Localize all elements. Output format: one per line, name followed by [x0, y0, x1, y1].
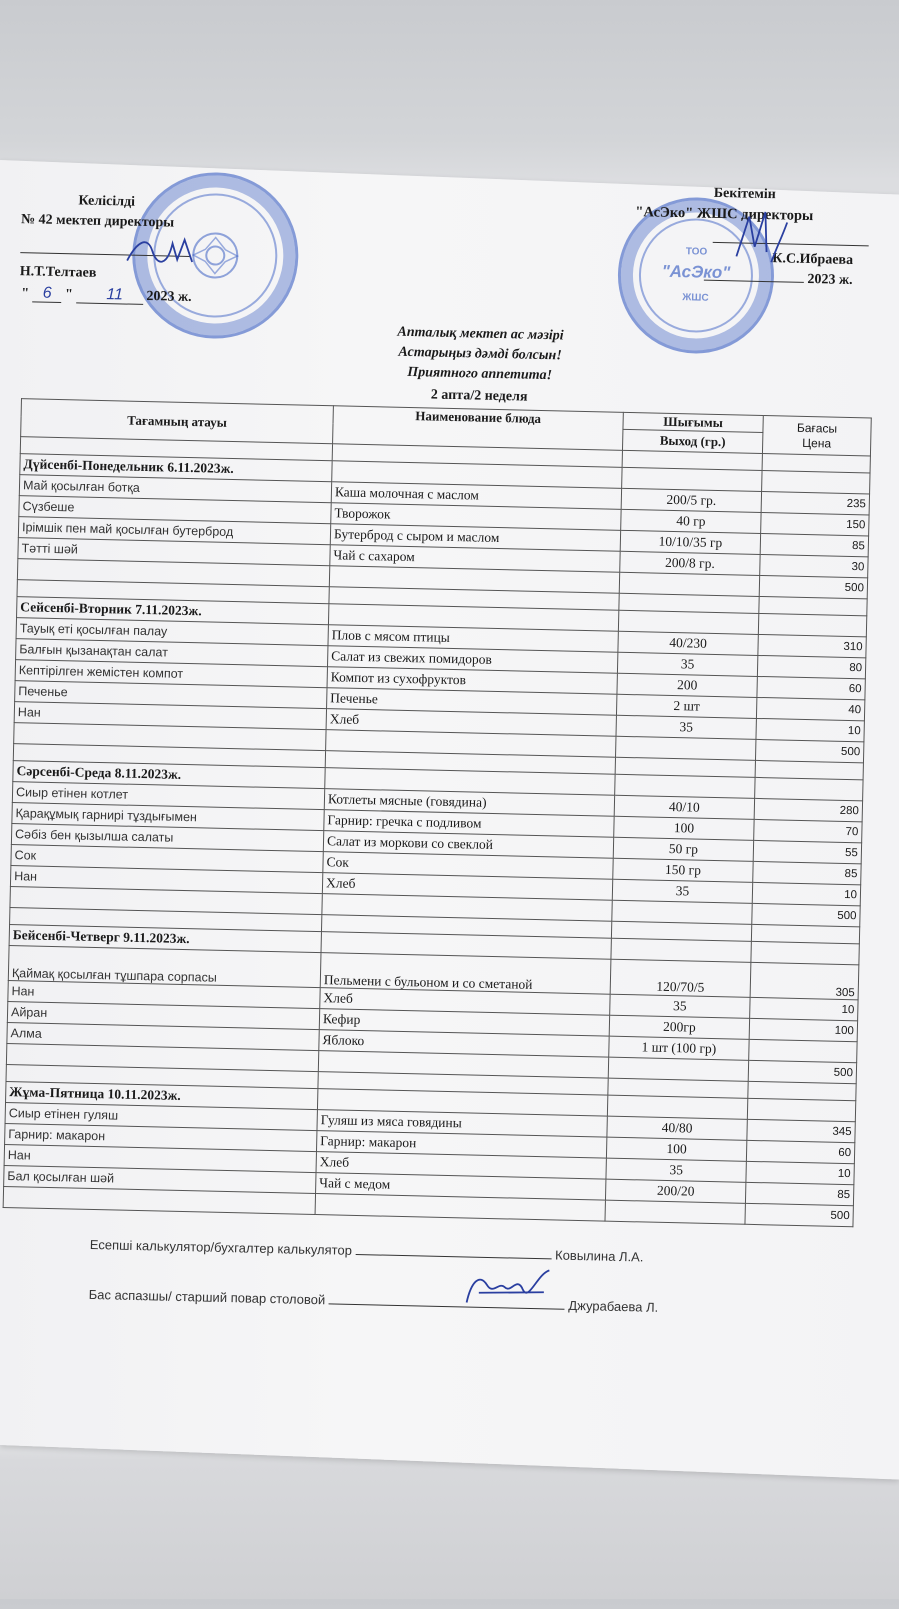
dish-output: 10/10/35 гр	[620, 530, 760, 554]
dish-price: 60	[746, 1140, 854, 1163]
dish-price: 40	[756, 697, 864, 720]
dish-name-ru: Хлеб	[316, 1152, 606, 1180]
dish-output: 35	[606, 1158, 746, 1182]
dish-output: 200/20	[605, 1179, 745, 1203]
right-date-year: 2023 ж.	[807, 271, 853, 288]
dish-price	[749, 1039, 857, 1062]
day-total-price: 500	[759, 575, 867, 598]
date-month: 11	[76, 285, 143, 305]
day-title: Бейсенбі-Четверг 9.11.2023ж.	[9, 925, 321, 953]
dish-name-kz: Сиыр етінен котлет	[12, 782, 324, 810]
dish-name-ru: Сок	[323, 852, 613, 880]
day-title: Жұма-Пятница 10.11.2023ж.	[6, 1081, 318, 1109]
dish-name-ru: Печенье	[327, 688, 617, 716]
date-year: 2023 ж.	[146, 288, 192, 306]
school-director-label: № 42 мектеп директоры	[20, 212, 175, 231]
stamp-top-text: ТОО	[685, 246, 708, 258]
date-quote-open: "	[21, 286, 30, 302]
header-kz-name: Тағамның атауы	[21, 399, 334, 444]
dish-name-kz: Нан	[8, 981, 320, 1009]
accountant-signature-line	[355, 1242, 551, 1259]
dish-name-kz: Нан	[14, 702, 326, 730]
day-header-empty-cell	[758, 613, 866, 636]
header-ru-name: Наименование блюда	[333, 406, 624, 451]
dish-name-kz: Тәтті шәй	[18, 538, 330, 566]
day-total-price: 500	[748, 1060, 856, 1083]
dish-price: 10	[756, 718, 864, 741]
dish-output: 35	[616, 715, 756, 739]
agreed-label: Келісілді	[78, 193, 136, 210]
stamp-center-text: "АсЭко"	[661, 261, 731, 283]
dish-name-ru: Котлеты мясные (говядина)	[324, 789, 614, 817]
dish-name-kz: Печенье	[15, 681, 327, 709]
right-director-name: К.С.Ибраева	[772, 251, 854, 269]
dish-price: 150	[761, 512, 869, 535]
header-price-ru: Цена	[802, 435, 832, 451]
dish-output: 50 гр	[613, 837, 753, 861]
dish-name-kz: Бал қосылған шәй	[4, 1165, 316, 1193]
dish-name-ru: Бутерброд с сыром и маслом	[330, 524, 620, 552]
menu-table	[3, 398, 872, 1227]
header-price-kz: Бағасы	[796, 420, 838, 436]
dish-name-ru: Салат из моркови со свеклой	[323, 831, 613, 859]
dish-output: 150 гр	[613, 858, 753, 882]
dish-output: 200/8 гр.	[620, 551, 760, 575]
dish-price: 10	[752, 882, 860, 905]
dish-name-ru: Кефир	[319, 1009, 609, 1037]
accountant-label: Есепші калькулятор/бухгалтер калькулятор	[89, 1236, 353, 1258]
dish-name-kz: Сок	[11, 845, 323, 873]
dish-output: 40 гр	[621, 509, 761, 533]
week-number: 2 апта/2 неделя	[430, 387, 528, 405]
day-title: Дүйсенбі-Понедельник 6.11.2023ж.	[20, 454, 332, 482]
dish-name-ru: Компот из сухофруктов	[327, 667, 617, 695]
dish-output: 200	[617, 673, 757, 697]
dish-name-ru: Хлеб	[322, 873, 612, 901]
dish-name-ru: Творожок	[331, 503, 621, 531]
dish-output: 200гр	[609, 1015, 749, 1039]
dish-price: 60	[757, 676, 865, 699]
dish-name-kz: Балғын қызанақтан салат	[16, 639, 328, 667]
dish-price: 100	[749, 1018, 857, 1041]
dish-name-kz: Ірімшік пен май қосылған бутерброд	[18, 517, 330, 545]
dish-name-kz: Гарнир: макарон	[5, 1123, 317, 1151]
dish-price: 85	[760, 533, 868, 556]
dish-name-kz: Май қосылған ботқа	[19, 475, 331, 503]
cook-label: Бас аспазшы/ старший повар столовой	[88, 1286, 326, 1308]
dish-price: 85	[753, 861, 861, 884]
dish-price: 310	[758, 634, 866, 657]
dish-price: 305	[750, 962, 859, 999]
date-day: 6	[32, 284, 61, 303]
dish-name-ru: Гарнир: гречка с подливом	[324, 810, 614, 838]
dish-name-ru: Яблоко	[319, 1030, 609, 1058]
dish-name-kz: Қаймақ қосылған тұшпара сорпасы	[8, 946, 321, 988]
dish-output: 35	[617, 652, 757, 676]
right-date-line	[704, 270, 804, 283]
cook-signature-icon	[458, 1262, 559, 1314]
dish-name-kz: Айран	[7, 1002, 319, 1030]
day-title: Сейсенбі-Вторник 7.11.2023ж.	[17, 597, 329, 625]
dish-output: 200/5 гр.	[621, 488, 761, 512]
stamp-bottom-text: ЖШС	[682, 292, 709, 304]
bon-appetit-kz: Астарыңыз дәмді болсын!	[398, 344, 562, 364]
dish-output: 40/230	[618, 631, 758, 655]
day-total-price: 500	[752, 903, 860, 926]
left-date	[21, 284, 192, 306]
dish-name-kz: Кептірілген жемістен компот	[15, 660, 327, 688]
right-date	[704, 270, 853, 289]
dish-name-ru: Салат из свежих помидоров	[327, 646, 617, 674]
dish-price: 345	[747, 1119, 855, 1142]
dish-output: 40/80	[607, 1116, 747, 1140]
dish-name-ru: Хлеб	[320, 988, 610, 1016]
dish-name-kz: Сүзбеше	[19, 496, 331, 524]
dish-name-kz: Сәбіз бен қызылша салаты	[11, 824, 323, 852]
dish-name-ru: Плов с мясом птицы	[328, 625, 618, 653]
day-header-empty-cell	[751, 941, 859, 964]
dish-price: 55	[753, 840, 861, 863]
dish-price: 85	[745, 1182, 853, 1205]
day-total-price: 500	[745, 1203, 853, 1226]
total-empty-cell	[605, 1200, 745, 1224]
accountant-name: Ковылина Л.А.	[554, 1247, 644, 1265]
right-signature-icon	[726, 206, 797, 268]
header-output-kz: Шығымы	[623, 412, 763, 432]
dish-price: 80	[757, 655, 865, 678]
dish-name-kz: Нан	[4, 1144, 316, 1172]
dish-name-ru: Чай с медом	[316, 1173, 606, 1201]
left-signature-icon	[122, 230, 203, 272]
approved-label: Бекітемін	[713, 185, 777, 203]
day-header-empty-cell	[747, 1098, 855, 1121]
menu-table-body	[3, 437, 870, 1227]
dish-name-kz: Сиыр етінен гуляш	[5, 1102, 317, 1130]
dish-output: 35	[612, 879, 752, 903]
dish-price: 70	[754, 819, 862, 842]
cook-line	[89, 1286, 659, 1315]
dish-price: 280	[754, 798, 862, 821]
header-output-ru: Выход (гр.)	[622, 429, 762, 453]
dish-output: 100	[606, 1137, 746, 1161]
menu-title-kz: Апталық мектеп ас мәзірі	[397, 324, 564, 344]
dish-price: 10	[746, 1161, 854, 1184]
accountant-line	[90, 1236, 644, 1265]
day-total-price: 500	[755, 739, 863, 762]
dish-name-kz: Тауық еті қосылған палау	[16, 618, 328, 646]
cook-name: Джурабаева Л.	[568, 1297, 659, 1315]
dish-name-kz: Алма	[7, 1023, 319, 1051]
dish-output: 1 шт (100 гр)	[609, 1036, 749, 1060]
dish-name-ru: Чай с сахаром	[330, 545, 620, 573]
header-price	[762, 416, 871, 456]
bon-appetit-ru: Приятного аппетита!	[407, 364, 553, 384]
dish-output: 120/70/5	[610, 959, 751, 997]
dish-output: 40/10	[614, 795, 754, 819]
dish-output: 35	[610, 994, 750, 1018]
dish-name-ru: Хлеб	[326, 709, 616, 737]
dish-name-kz: Қарақұмық гарнирі тұздығымен	[12, 803, 324, 831]
dish-name-ru: Каша молочная с маслом	[331, 482, 621, 510]
day-header-empty-cell	[755, 777, 863, 800]
dish-price: 10	[750, 997, 858, 1020]
day-header-empty-cell	[762, 470, 870, 493]
dish-name-ru: Гуляш из мяса говядины	[317, 1110, 607, 1138]
dish-price: 235	[761, 491, 869, 514]
date-quote-close: "	[64, 287, 74, 303]
dish-name-ru: Гарнир: макарон	[316, 1131, 606, 1159]
dish-price: 30	[760, 554, 868, 577]
dish-output: 100	[614, 816, 754, 840]
dish-name-kz: Нан	[10, 866, 322, 894]
day-title: Сәрсенбі-Среда 8.11.2023ж.	[13, 761, 325, 789]
dish-output: 2 шт	[616, 694, 756, 718]
company-director-label: "АсЭко" ЖШС директоры	[635, 204, 814, 225]
dish-name-ru: Пельмени с бульоном и со сметаной	[320, 953, 611, 995]
left-director-name: Н.Т.Телтаев	[19, 264, 97, 281]
